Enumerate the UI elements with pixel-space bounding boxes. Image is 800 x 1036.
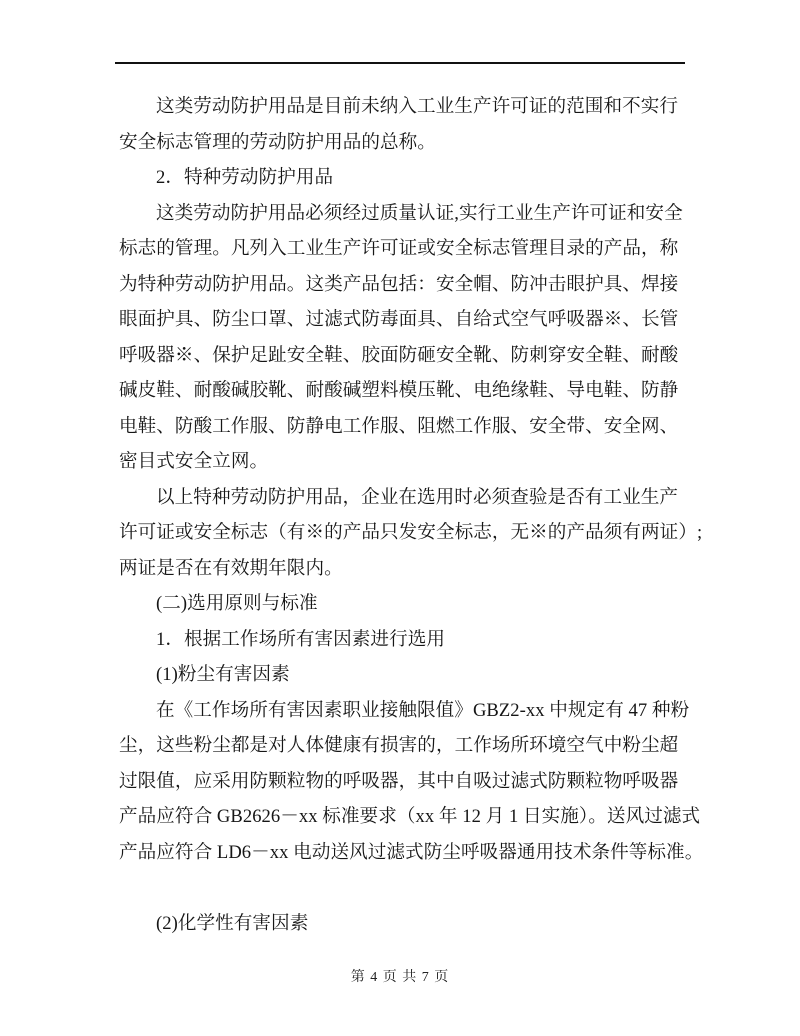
text-line: 安全标志管理的劳动防护用品的总称。 <box>119 131 436 153</box>
text-line: 标志的管理。凡列入工业生产许可证或安全标志管理目录的产品，称 <box>119 238 679 259</box>
text-line: 密目式安全立网。 <box>119 451 269 472</box>
text-line: 许可证或安全标志（有※的产品只发安全标志，无※的产品须有两证）; <box>119 522 703 543</box>
blank-line <box>119 870 680 906</box>
text-line: 以上特种劳动防护用品，企业在选用时必须查验是否有工业生产 <box>156 486 679 508</box>
text-line: 这类劳动防护用品必须经过质量认证,实行工业生产许可证和安全 <box>156 202 683 224</box>
text-line: 尘，这些粉尘都是对人体健康有损害的，工作场所环境空气中粉尘超 <box>119 735 679 756</box>
heading-dust-factor-line: (1)粉尘有害因素 <box>156 664 290 685</box>
text-line: 产品应符合 LD6－xx 电动送风过滤式防尘呼吸器通用技术条件等标准。 <box>119 841 704 863</box>
text-line: 呼吸器※、保护足趾安全鞋、胶面防砸安全靴、防刺穿安全鞋、耐酸 <box>119 344 679 366</box>
text-line: 在《工作场所有害因素职业接触限值》GBZ2-xx 中规定有 47 种粉 <box>156 699 690 721</box>
text-line: 电鞋、防酸工作服、防静电工作服、阻燃工作服、安全带、安全网、 <box>119 415 679 437</box>
text-line: 眼面护具、防尘口罩、过滤式防毒面具、自给式空气呼吸器※、长管 <box>119 309 679 330</box>
text-line: 产品应符合 GB2626－xx 标准要求（xx 年 12 月 1 日实施）。送风过滤式 <box>119 806 701 827</box>
text-line: 碱皮鞋、耐酸碱胶靴、耐酸碱塑料模压靴、电绝缘鞋、导电鞋、防静 <box>119 380 679 401</box>
heading-special-ppe-line: 2．特种劳动防护用品 <box>156 167 334 188</box>
page-number-footer: 第 4 页 共 7 页 <box>350 970 450 985</box>
heading-chemical-factor-line: (2)化学性有害因素 <box>156 912 309 934</box>
text-line: 为特种劳动防护用品。这类产品包括：安全帽、防冲击眼护具、焊接 <box>119 273 679 295</box>
heading-factor-selection-line: 1．根据工作场所有害因素进行选用 <box>156 628 446 650</box>
text-line: 两证是否在有效期年限内。 <box>119 557 343 579</box>
header-divider <box>115 62 685 64</box>
text-line: 这类劳动防护用品是目前未纳入工业生产许可证的范围和不实行 <box>156 96 679 117</box>
document-body <box>119 89 704 941</box>
heading-selection-principles-line: (二)选用原则与标准 <box>156 593 318 614</box>
text-line: 过限值，应采用防颗粒物的呼吸器，其中自吸过滤式防颗粒物呼吸器 <box>119 770 679 792</box>
